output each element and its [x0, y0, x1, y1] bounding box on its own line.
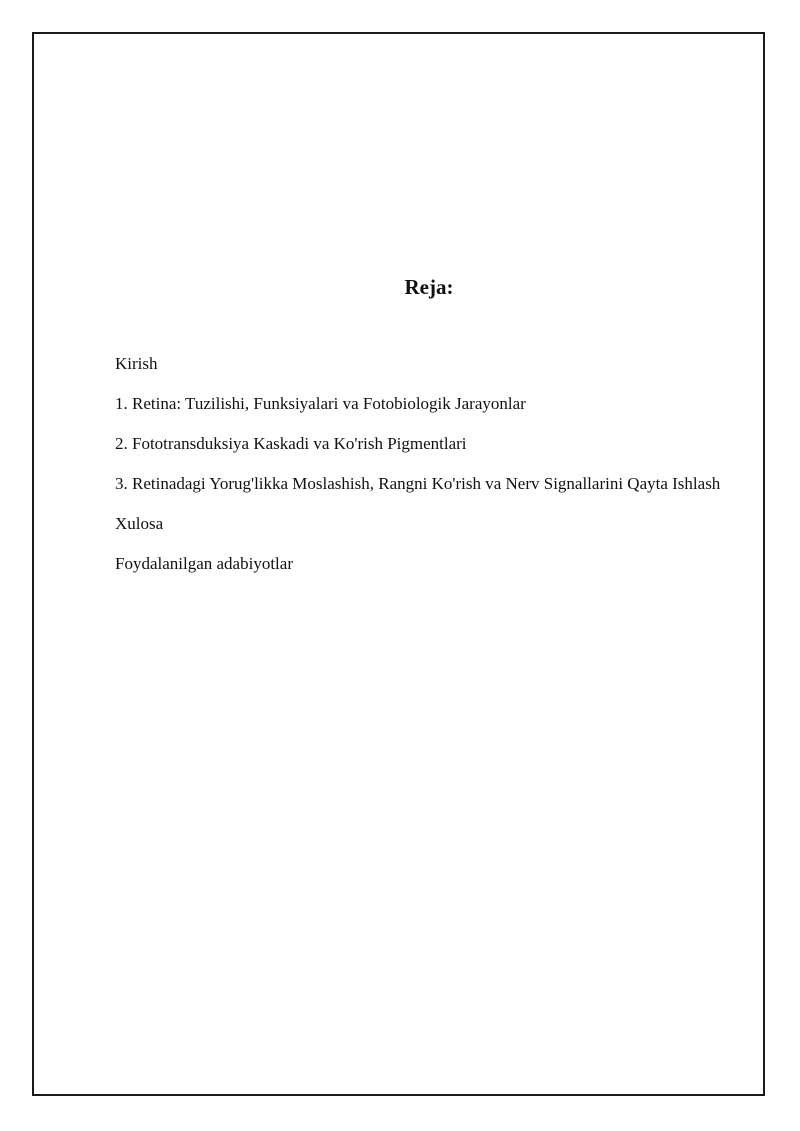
plan-item-chapter-1: 1. Retina: Tuzilishi, Funksiyalari va Fotobiologik Jarayonlar [115, 394, 526, 413]
plan-item-references: Foydalanilgan adabiyotlar [115, 554, 293, 573]
plan-item-conclusion: Xulosa [115, 514, 164, 533]
page-title: Reja: [404, 275, 454, 299]
plan-list [115, 348, 735, 588]
plan-item-chapter-2: 2. Fototransduksiya Kaskadi va Ko'rish Pigmentlari [115, 434, 467, 453]
plan-item-chapter-3: 3. Retinadagi Yorug'likka Moslashish, Rangni Ko'rish va Nerv Signallarini Qayta Ishlash [115, 474, 721, 493]
plan-item-introduction: Kirish [115, 354, 158, 373]
